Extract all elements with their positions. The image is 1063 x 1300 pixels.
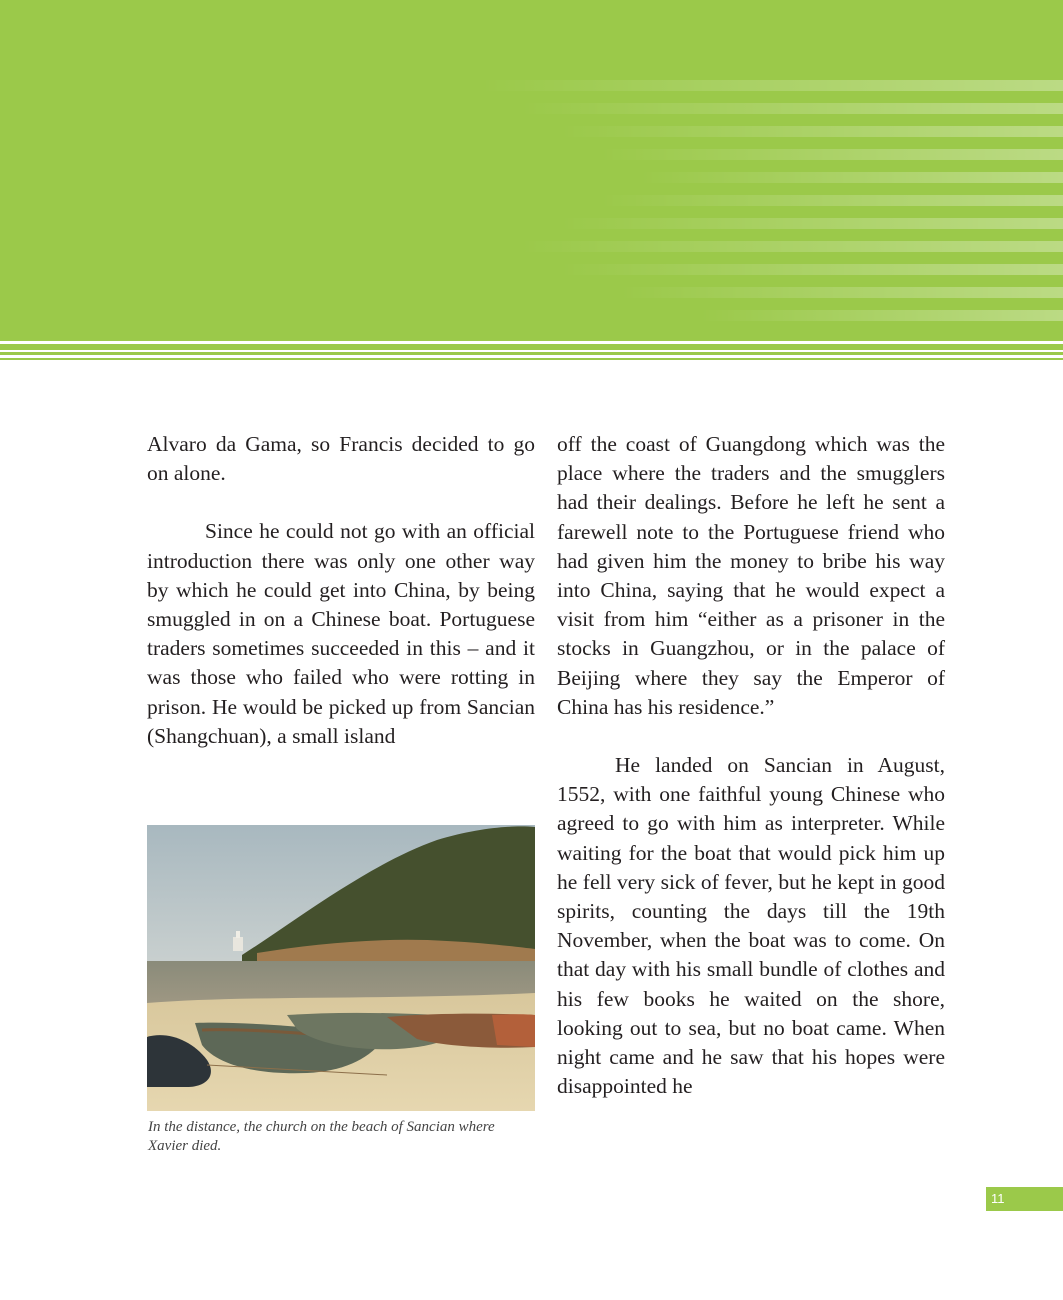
beach-photo	[147, 825, 535, 1111]
left-text-column	[147, 430, 535, 751]
divider-rule	[0, 344, 1063, 350]
paragraph: Alvaro da Gama, so Francis decided to go on alone.	[147, 432, 535, 486]
paragraph: He landed on Sancian in August, 1552, with one faithful young Chinese who agreed to go with him as interpreter. While waiting for the boat that would pick him up he fell very sick of fever, but he kept in good spirits, counting the days till the 19th November, when the boat was to come. On that day with his small bundle of clothes and his few books he waited on the shore, looking out to sea, but no boat came. When night came and he saw that his hopes were disappointed he	[557, 753, 945, 1099]
header-banner	[0, 0, 1063, 341]
paragraph: off the coast of Guangdong which was the place where the traders and the smugglers had their dealings. Before he left he sent a farewell note to the Portuguese friend who had given him the money to bribe his way into China, saying that he would expect a visit from him “either as a prisoner in the stocks in Guangzhou, or in the palace of Beijing where they say the Emperor of China has his residence.”	[557, 432, 945, 719]
beach-boats-image	[147, 825, 535, 1111]
paragraph: Since he could not go with an official introduction there was only one other way by which he could get into China, by being smuggled in on a Chinese boat. Portuguese traders sometimes succeeded in this – and it was those who failed who were rotting in prison. He would be picked up from Sancian (Shangchuan), a small island	[147, 519, 535, 748]
divider-rule	[0, 358, 1063, 360]
photo-caption: In the distance, the church on the beach of Sancian where Xavier died.	[148, 1119, 495, 1154]
divider-rule	[0, 352, 1063, 355]
page-number: 11	[986, 1187, 1063, 1211]
right-text-column	[557, 430, 945, 1101]
